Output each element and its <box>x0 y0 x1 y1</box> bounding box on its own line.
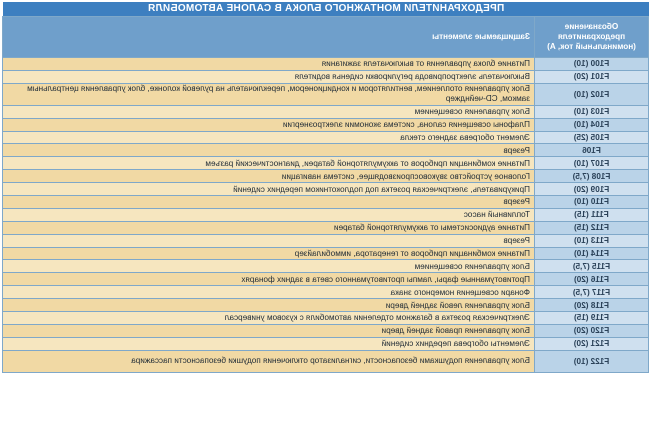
fuse-code: F114 (10) <box>535 247 649 260</box>
fuse-description: Блок управления освещением <box>3 105 535 118</box>
table-row <box>3 131 649 144</box>
table-row <box>3 337 649 350</box>
table-row <box>3 144 649 157</box>
table-row <box>3 221 649 234</box>
table-row <box>3 208 649 221</box>
fuse-code: F120 (20) <box>535 324 649 337</box>
fuse-code: F117 (7,5) <box>535 286 649 299</box>
fuse-description: Питание комбинации приборов от аккумуляторной батареи, диагностический разъем <box>3 157 535 170</box>
fuse-description: Блок управления правой задней двери <box>3 324 535 337</box>
fuse-description: Электрическая розетка в багажном отделении автомобиля с кузовом универсал <box>3 312 535 325</box>
table-row <box>3 260 649 273</box>
fuse-description: Питание аудиосистемы от аккумуляторной батареи <box>3 221 535 234</box>
fuse-code: F115 (7,5) <box>535 260 649 273</box>
table-row <box>3 157 649 170</box>
fuse-code: F116 (20) <box>535 273 649 286</box>
fuse-code: F108 (7,5) <box>535 170 649 183</box>
fuse-description: Головное устройство звуковоспроизводящее, система навигации <box>3 170 535 183</box>
table-row <box>3 105 649 118</box>
table-title: ПРЕДОХРАНИТЕЛИ МОНТАЖНОГО БЛОКА В САЛОНЕ АВТОМОБИЛЯ <box>3 2 649 16</box>
fuse-code: F122 (10) <box>535 350 649 372</box>
table-row <box>3 70 649 83</box>
table-row <box>3 83 649 105</box>
fuse-code: F102 (10) <box>535 83 649 105</box>
header-protected-elements: Защищаемые элементы <box>3 17 535 58</box>
fuse-code: F104 (10) <box>535 118 649 131</box>
fuse-description: Выключатель электропривода регулировки сиденья водителя <box>3 70 535 83</box>
fuse-code: F101 (20) <box>535 70 649 83</box>
fuse-code: F118 (20) <box>535 299 649 312</box>
fuse-code: F109 (20) <box>535 183 649 196</box>
fuse-code: F113 (10) <box>535 234 649 247</box>
fuse-description: Блок управления подушками безопасности, сигнализатор отключения подушки безопасности пассажира <box>3 350 535 372</box>
fuse-code: F119 (15) <box>535 312 649 325</box>
fuse-code: F100 (10) <box>535 58 649 71</box>
fuse-code: F110 (10) <box>535 196 649 209</box>
fuse-description: Фонари освещения номерного знака <box>3 286 535 299</box>
fuse-code: F106 <box>535 144 649 157</box>
fuse-description: Блок управления левой задней двери <box>3 299 535 312</box>
fuse-table <box>2 16 649 373</box>
table-row <box>3 273 649 286</box>
fuse-description: Плафоны освещения салона, система экономии электроэнергии <box>3 118 535 131</box>
fuse-description: Питание комбинации приборов от генератора, иммобилайзер <box>3 247 535 260</box>
fuse-code: F112 (15) <box>535 221 649 234</box>
fuse-description: Питание блока управления от выключателя зажигания <box>3 58 535 71</box>
table-row <box>3 286 649 299</box>
fuse-description: Элементы обогрева передних сидений <box>3 337 535 350</box>
fuse-description: Блок управления отоплением, вентилятором и кондиционером, переключатель на рулевой колонке, блок управления центральным замком, CD-чейнджер <box>3 83 535 105</box>
table-row <box>3 234 649 247</box>
fuse-code: F103 (10) <box>535 105 649 118</box>
fuse-description: Противотуманные фары, лампы противотуманного света в задних фонарях <box>3 273 535 286</box>
header-fuse-code: Обозначение предохранителя (номинальный ток, А) <box>535 17 649 58</box>
table-row <box>3 118 649 131</box>
table-row <box>3 299 649 312</box>
table-header-row <box>3 17 649 58</box>
table-row <box>3 183 649 196</box>
fuse-description: Элемент обогрева заднего стекла <box>3 131 535 144</box>
fuse-code: F121 (20) <box>535 337 649 350</box>
fuse-description: Резерв <box>3 144 535 157</box>
fuse-code: F105 (25) <box>535 131 649 144</box>
fuse-description: Прикуриватель, электрическая розетка под подлокотником передних сидений <box>3 183 535 196</box>
fuse-code: F111 (15) <box>535 208 649 221</box>
fuse-description: Топливный насос <box>3 208 535 221</box>
table-row <box>3 312 649 325</box>
table-row <box>3 58 649 71</box>
table-row <box>3 324 649 337</box>
fuse-code: F107 (10) <box>535 157 649 170</box>
table-row <box>3 350 649 372</box>
fuse-description: Резерв <box>3 196 535 209</box>
fuse-description: Блок управления освещением <box>3 260 535 273</box>
table-row <box>3 247 649 260</box>
table-row <box>3 170 649 183</box>
fuse-description: Резерв <box>3 234 535 247</box>
table-row <box>3 196 649 209</box>
